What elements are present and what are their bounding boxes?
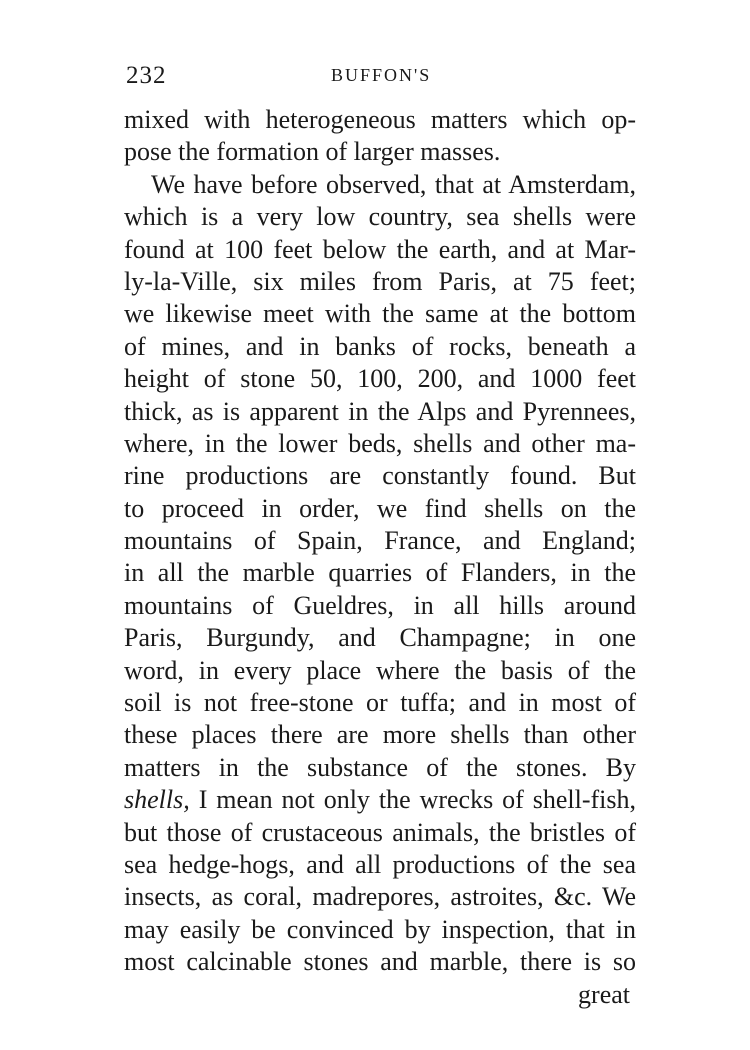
- text-line: mountains of Gueldres, in all hills around: [124, 590, 636, 620]
- text-line-rest: I mean not only the wrecks of shell-fish,: [198, 785, 637, 815]
- text-line: ly-la-Ville, six miles from Paris, at 75 feet;: [124, 266, 636, 296]
- italic-word: shells,: [124, 785, 190, 815]
- text-line: matters in the substance of the stones. By: [124, 752, 636, 782]
- text-line: but those of crustaceous animals, the bristles of: [124, 817, 636, 847]
- text-line: Paris, Burgundy, and Champagne; in one: [124, 623, 636, 653]
- text-line: we likewise meet with the same at the bottom: [124, 299, 636, 329]
- text-line: found at 100 feet below the earth, and at Mar-: [124, 234, 636, 264]
- text-line: in all the marble quarries of Flanders, in the: [124, 558, 636, 588]
- text-line: We have before observed, that at Amsterdam,: [151, 169, 636, 199]
- page-number: 232: [126, 62, 167, 89]
- text-line: word, in every place where the basis of the: [124, 655, 636, 685]
- body-text: [124, 104, 636, 979]
- page-header: [126, 62, 630, 92]
- text-line: of mines, and in banks of rocks, beneath a: [124, 331, 636, 361]
- text-line: which is a very low country, sea shells were: [124, 202, 636, 232]
- text-line: pose the formation of larger masses.: [124, 137, 501, 167]
- text-line-with-italic: [124, 784, 636, 816]
- text-line: these places there are more shells than other: [124, 720, 636, 750]
- text-line: where, in the lower beds, shells and other ma-: [124, 428, 636, 458]
- text-line: rine productions are constantly found. But: [124, 461, 636, 491]
- running-head: BUFFON'S: [331, 65, 432, 85]
- text-line: soil is not free-stone or tuffa; and in most of: [124, 688, 636, 718]
- text-line: insects, as coral, madrepores, astroites, &c. We: [124, 882, 636, 912]
- text-line: most calcinable stones and marble, there is so: [124, 947, 636, 977]
- text-line: mountains of Spain, France, and England;: [124, 526, 636, 556]
- text-line: may easily be convinced by inspection, that in: [124, 914, 636, 944]
- catchword: great: [578, 980, 630, 1009]
- text-line: mixed with heterogeneous matters which op-: [124, 105, 636, 134]
- text-line: thick, as is apparent in the Alps and Pyrennees,: [124, 396, 636, 426]
- text-line: sea hedge-hogs, and all productions of the sea: [124, 849, 636, 879]
- text-line: to proceed in order, we find shells on the: [124, 493, 636, 523]
- text-line: height of stone 50, 100, 200, and 1000 feet: [124, 364, 636, 394]
